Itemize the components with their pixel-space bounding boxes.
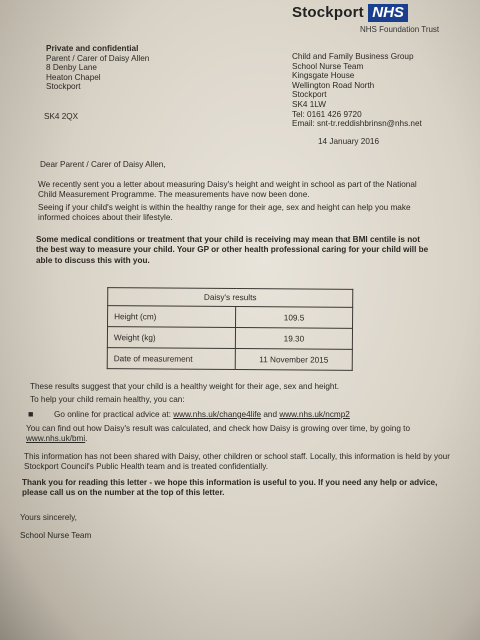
bmi-info-end: . xyxy=(85,434,88,444)
confidential-label: Private and confidential xyxy=(46,44,139,53)
result-label: Date of measurement xyxy=(107,348,235,370)
bmi-link[interactable]: www.nhs.uk/bmi xyxy=(26,434,86,444)
sender-line: Wellington Road North xyxy=(292,80,375,90)
salutation: Dear Parent / Carer of Daisy Allen, xyxy=(40,160,166,169)
paragraph-bmi-info xyxy=(26,424,450,445)
paragraph-medical-conditions: Some medical conditions or treatment that your child is receiving may mean that BMI centile is not the best way to measure your child. Your GP or other health professional caring for your child will be able to discuss this with you. xyxy=(36,235,429,265)
table-row xyxy=(107,327,352,350)
trust-name: NHS Foundation Trust xyxy=(360,25,440,34)
sender-line: SK4 1LW xyxy=(292,99,326,109)
results-table xyxy=(107,287,354,371)
paragraph-help-intro: To help your child remain healthy, you can: xyxy=(30,395,185,404)
bmi-info-text: You can find out how Daisy's result was calculated, and check how Daisy is growing over time, by going to xyxy=(26,424,410,433)
nhs-header xyxy=(292,4,408,22)
recipient-line: Stockport xyxy=(46,82,81,92)
table-row xyxy=(108,306,353,329)
sender-email: Email: snt-tr.reddishbrinsn@nhs.net xyxy=(292,119,422,129)
sender-address xyxy=(292,52,422,129)
results-table-header-row xyxy=(108,288,353,308)
bullet-text: Go online for practical advice at: xyxy=(54,410,171,419)
sender-line: Kingsgate House xyxy=(292,71,355,81)
bullet-item xyxy=(28,409,448,420)
paragraph-intro: We recently sent you a letter about measuring Daisy's height and weight in school as part of the National Child Measurement Programme. The measurements have now been done. xyxy=(38,180,417,200)
nhs-logo: NHS xyxy=(368,4,408,22)
recipient-line: Heaton Chapel xyxy=(46,72,101,82)
result-value: 11 November 2015 xyxy=(235,349,352,371)
paragraph-confidentiality: This information has not been shared with Daisy, other children or school staff. Locally, this information is held by your Stockport Council's Public Health team and is treated confidentially. xyxy=(24,452,450,472)
recipient-postcode: SK4 2QX xyxy=(44,112,79,121)
recipient-line: Parent / Carer of Daisy Allen xyxy=(46,53,150,63)
table-row xyxy=(107,348,352,371)
ncmp2-link[interactable]: www.nhs.uk/ncmp2 xyxy=(279,410,350,419)
result-value: 19.30 xyxy=(235,328,352,350)
results-table-title: Daisy's results xyxy=(108,288,353,308)
result-label: Weight (kg) xyxy=(107,327,235,349)
result-label: Height (cm) xyxy=(108,306,236,328)
sender-line: Child and Family Business Group xyxy=(292,52,414,61)
sender-tel: Tel: 0161 426 9720 xyxy=(292,109,362,119)
recipient-line: 8 Denby Lane xyxy=(46,63,97,73)
result-value: 109.5 xyxy=(236,307,353,329)
recipient-address xyxy=(46,44,149,92)
paragraph-healthy-range: Seeing if your child's weight is within the healthy range for their age, sex and height can help you make informed choices about their lifestyle. xyxy=(38,203,411,223)
sender-line: Stockport xyxy=(292,90,327,100)
change4life-link[interactable]: www.nhs.uk/change4life xyxy=(173,410,262,419)
closing: Yours sincerely, xyxy=(20,513,77,522)
bullet-and: and xyxy=(263,410,278,419)
paragraph-thank-you: Thank you for reading this letter - we hope this information is useful to you. If you need any help or advice, please call us on the number at the top of this letter. xyxy=(22,478,438,498)
bullet-icon: ■ xyxy=(28,409,34,419)
paragraph-results-summary: These results suggest that your child is a healthy weight for their age, sex and height. xyxy=(30,382,340,391)
signature: School Nurse Team xyxy=(20,531,92,540)
org-name: Stockport xyxy=(292,4,364,21)
letter-date: 14 January 2016 xyxy=(318,137,379,146)
sender-line: School Nurse Team xyxy=(292,61,364,71)
